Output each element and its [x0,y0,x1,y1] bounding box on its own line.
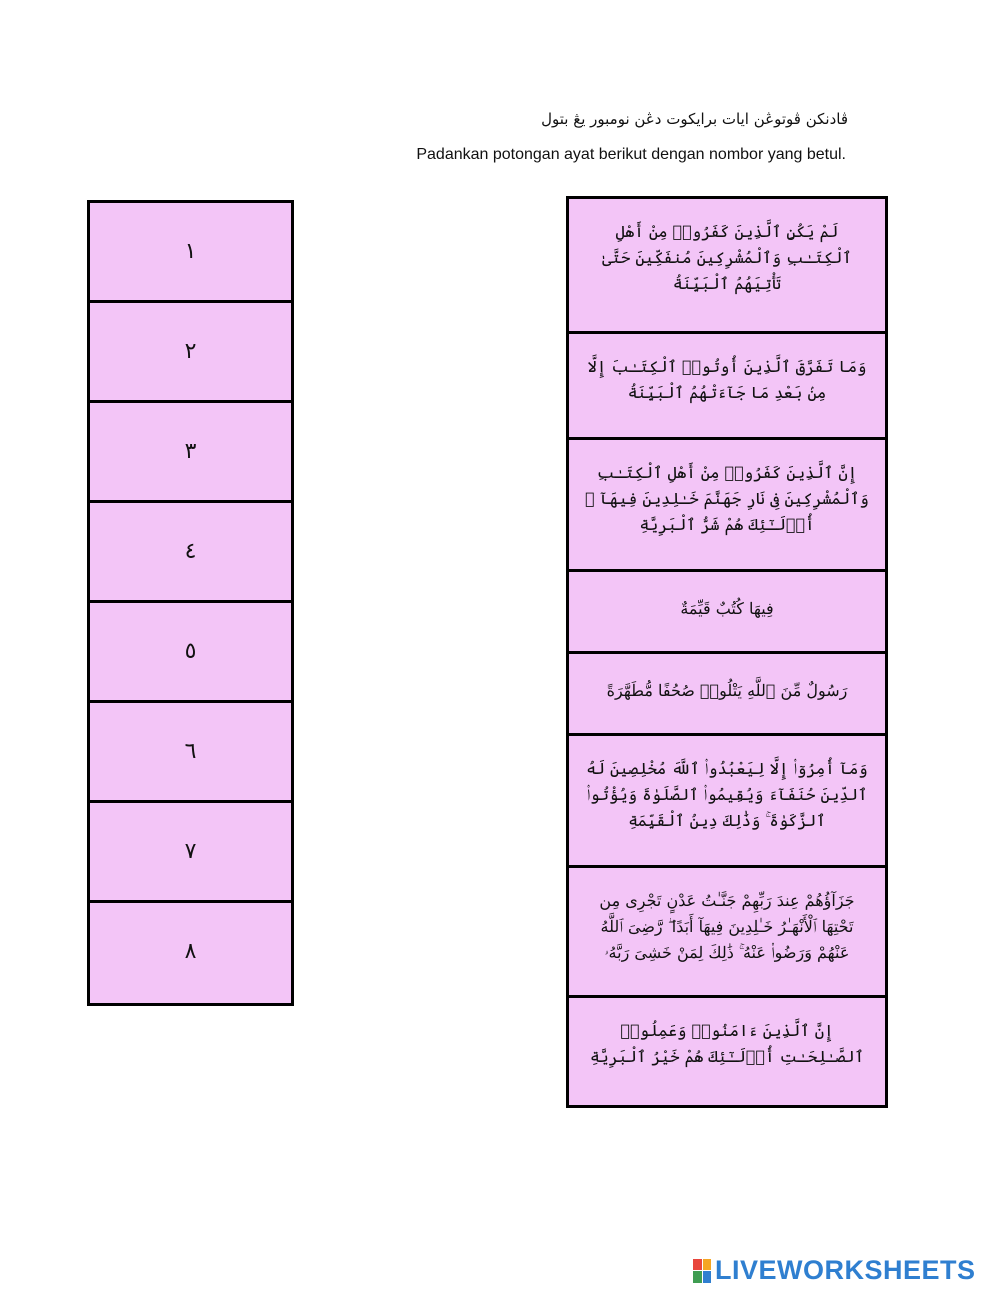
number-column [87,200,294,1006]
verse-box[interactable]: لَمْ يَكُنِ ٱلَّذِينَ كَفَرُوا۟ مِنْ أَهْلِ ٱلْكِتَـٰبِ وَٱلْمُشْرِكِينَ مُنفَكِّينَ حَتَّىٰ تَأْتِيَهُمُ ٱلْبَيِّنَةُ [569,199,885,334]
logo-mark-icon [693,1259,711,1283]
verse-box[interactable]: وَمَآ أُمِرُوٓا۟ إِلَّا لِيَعْبُدُوا۟ ٱللَّهَ مُخْلِصِينَ لَهُ ٱلدِّينَ حُنَفَآءَ وَيُقِيمُوا۟ ٱلصَّلَوٰةَ وَيُؤْتُوا۟ ٱلزَّكَوٰةَ ۚ وَذَٰلِكَ دِينُ ٱلْقَيِّمَةِ [569,736,885,868]
verse-box[interactable]: رَسُولٌ مِّنَ ٱللَّهِ يَتْلُوا۟ صُحُفًا مُّطَهَّرَةً [569,654,885,736]
number-box[interactable]: ٥ [90,603,291,703]
number-box[interactable]: ٤ [90,503,291,603]
number-box[interactable]: ٦ [90,703,291,803]
number-box[interactable]: ٨ [90,903,291,1003]
number-box[interactable]: ٢ [90,303,291,403]
verse-box[interactable]: إِنَّ ٱلَّذِينَ ءَامَنُوا۟ وَعَمِلُوا۟ ٱلصَّـٰلِحَـٰتِ أُو۟لَـٰٓئِكَ هُمْ خَيْرُ ٱلْبَرِيَّةِ [569,998,885,1105]
verse-box[interactable]: إِنَّ ٱلَّذِينَ كَفَرُوا۟ مِنْ أَهْلِ ٱلْكِتَـٰبِ وَٱلْمُشْرِكِينَ فِى نَارِ جَهَنَّمَ خَـٰلِدِينَ فِيهَآ ۚ أُو۟لَـٰٓئِكَ هُمْ شَرُّ ٱلْبَرِيَّةِ [569,440,885,572]
number-box[interactable]: ١ [90,203,291,303]
verse-box[interactable]: وَمَا تَفَرَّقَ ٱلَّذِينَ أُوتُوا۟ ٱلْكِتَـٰبَ إِلَّا مِنۢ بَعْدِ مَا جَآءَتْهُمُ ٱلْبَيِّنَةُ [569,334,885,440]
instruction-malay: Padankan potongan ayat berikut dengan nombor yang betul. [416,146,846,163]
logo-text: LIVEWORKSHEETS [715,1255,976,1285]
verse-column [566,196,888,1108]
instruction-jawi: ڤادنكن ڤوتوڠن ايات برايكوت دڠن نومبور يڠ بتول [541,110,848,128]
number-box[interactable]: ٧ [90,803,291,903]
liveworksheets-logo [693,1255,976,1286]
verse-box[interactable]: جَزَآؤُهُمْ عِندَ رَبِّهِمْ جَنَّـٰتُ عَدْنٍ تَجْرِى مِن تَحْتِهَا ٱلْأَنْهَـٰرُ خَـٰلِدِينَ فِيهَآ أَبَدًا ۖ رَّضِىَ ٱللَّهُ عَنْهُمْ وَرَضُوا۟ عَنْهُ ۚ ذَٰلِكَ لِمَنْ خَشِىَ رَبَّهُۥ [569,868,885,998]
verse-box[interactable]: فِيهَا كُتُبٌ قَيِّمَةٌ [569,572,885,654]
number-box[interactable]: ٣ [90,403,291,503]
